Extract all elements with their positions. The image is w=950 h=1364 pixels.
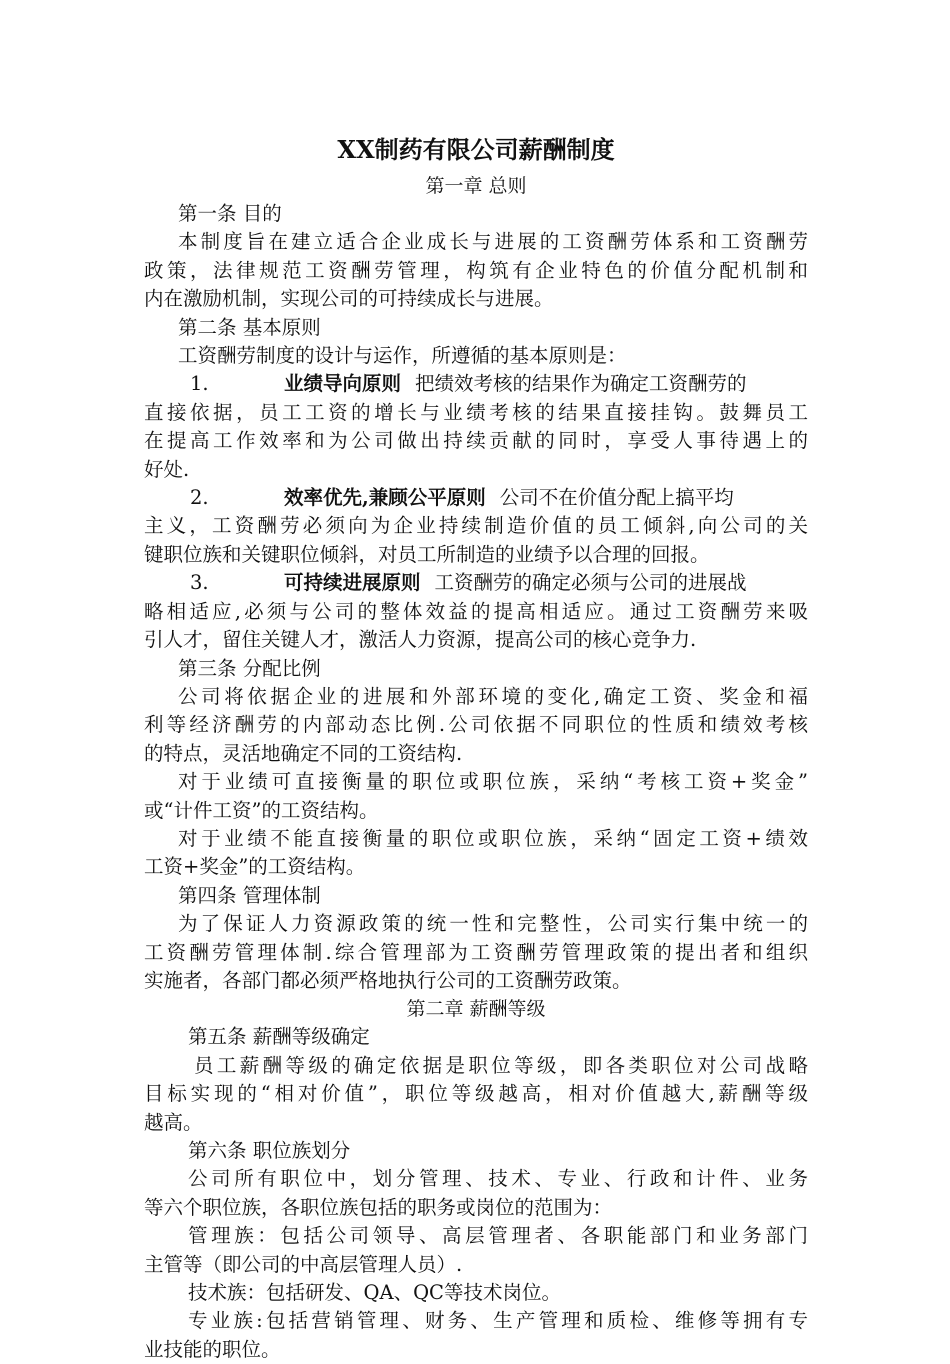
professional-family-line: 专业族:包括营销管理、财务、生产管理和质检、维修等拥有专 [188, 1309, 808, 1333]
chapter-1-heading: 第一章 总则 [425, 175, 527, 197]
principle-1-line: 在提高工作效率和为公司做出持续贡献的同时，享受人事待遇上的 [144, 429, 808, 453]
principle-3-line: 引人才，留住关键人才，激活人力资源，提高公司的核心竞争力. [144, 628, 697, 652]
article-1-line: 本制度旨在建立适合企业成长与进展的工资酬劳体系和工资酬劳 [178, 230, 808, 254]
principle-3-title: 可持续进展原则 [284, 571, 421, 595]
document-title: XX制药有限公司薪酬制度 [337, 135, 615, 164]
principle-3-first-line [144, 569, 808, 597]
technical-family-line: 技术族：包括研发、QA、QC等技术岗位。 [188, 1281, 561, 1305]
principle-2-text: 公司不在价值分配上搞平均 [499, 486, 734, 510]
principle-1-line: 直接依据，员工工资的增长与业绩考核的结果直接挂钩。鼓舞员工 [144, 400, 808, 424]
chapter-2-heading: 第二章 薪酬等级 [406, 998, 546, 1021]
article-5-line: 目标实现的“相对价值”，职位等级越高，相对价值越大,薪酬等级 [144, 1082, 808, 1106]
principle-1-first-line [144, 370, 808, 398]
article-3-line: 的特点，灵活地确定不同的工资结构. [144, 741, 463, 765]
article-6-heading: 第六条 职位族划分 [188, 1139, 351, 1162]
article-2-heading: 第二条 基本原则 [178, 315, 321, 339]
principle-3-text: 工资酬劳的确定必须与公司的进展战 [434, 571, 747, 595]
article-5-heading: 第五条 薪酬等级确定 [188, 1025, 370, 1049]
principle-2-line: 主义，工资酬劳必须向为企业持续制造价值的员工倾斜,向公司的关 [144, 514, 808, 538]
principle-1-text: 把绩效考核的结果作为确定工资酬劳的 [415, 372, 747, 396]
principle-2-line: 键职位族和关键职位倾斜，对员工所制造的业绩予以合理的回报。 [144, 542, 710, 566]
article-1-line: 政策，法律规范工资酬劳管理，构筑有企业特色的价值分配机制和 [144, 258, 808, 282]
article-3-line: 对于业绩可直接衡量的职位或职位族，采纳“考核工资+奖金” [178, 770, 808, 794]
principle-2-title: 效率优先,兼顾公平原则 [284, 486, 486, 510]
principle-2-first-line [144, 484, 808, 512]
article-4-line: 为了保证人力资源政策的统一性和完整性，公司实行集中统一的 [178, 912, 808, 936]
article-3-line: 公司将依据企业的进展和外部环境的变化,确定工资、奖金和福 [178, 684, 808, 708]
article-4-heading: 第四条 管理体制 [178, 883, 321, 907]
article-3-line: 或“计件工资”的工资结构。 [144, 798, 379, 822]
article-4-line: 工资酬劳管理体制.综合管理部为工资酬劳管理政策的提出者和组织 [144, 940, 808, 964]
article-6-line: 公司所有职位中，划分管理、技术、专业、行政和计件、业务 [188, 1167, 808, 1191]
professional-family-line: 业技能的职位。 [144, 1337, 281, 1361]
article-1-heading: 第一条 目的 [178, 202, 282, 225]
article-5-line: 员工薪酬等级的确定依据是职位等级，即各类职位对公司战略 [194, 1053, 808, 1077]
principle-1-title: 业绩导向原则 [284, 372, 402, 396]
article-6-line: 等六个职位族，各职位族包括的职务或岗位的范围为： [144, 1195, 613, 1219]
principle-3-line: 略相适应,必须与公司的整体效益的提高相适应。通过工资酬劳来吸 [144, 599, 808, 623]
article-4-line: 实施者，各部门都必须严格地执行公司的工资酬劳政策。 [144, 968, 632, 992]
principle-3-number: 3. [190, 571, 209, 595]
management-family-line: 管理族：包括公司领导、高层管理者、各职能部门和业务部门 [188, 1224, 808, 1248]
management-family-line: 主管等（即公司的中高层管理人员）. [144, 1252, 463, 1276]
document-page [144, 130, 808, 1364]
article-1-line: 内在激励机制，实现公司的可持续成长与进展。 [144, 287, 554, 311]
article-3-line: 对于业绩不能直接衡量的职位或职位族，采纳“固定工资+绩效 [178, 826, 808, 850]
article-3-line: 利等经济酬劳的内部动态比例.公司依据不同职位的性质和绩效考核 [144, 713, 808, 737]
principle-1-number: 1. [190, 372, 209, 396]
article-5-line: 越高。 [144, 1110, 203, 1134]
principle-1-line: 好处. [144, 457, 190, 481]
article-3-line: 工资+奖金”的工资结构。 [144, 855, 366, 879]
principle-2-number: 2. [190, 486, 209, 510]
article-2-intro: 工资酬劳制度的设计与运作，所遵循的基本原则是： [178, 344, 627, 368]
article-3-heading: 第三条 分配比例 [178, 656, 321, 680]
